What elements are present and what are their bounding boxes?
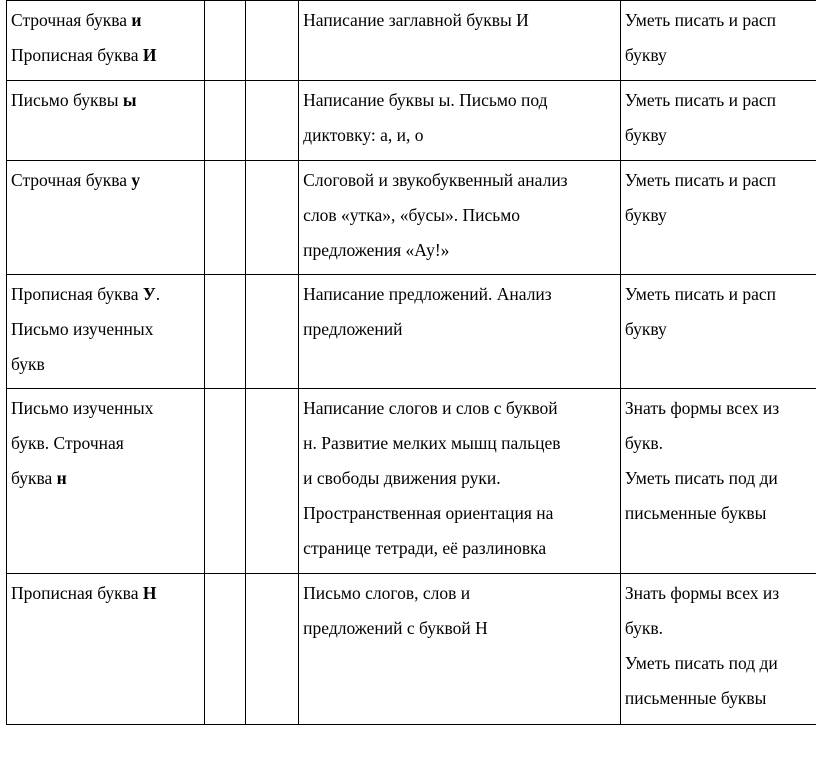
topic-text: буква [11,468,57,488]
content-line: слов «утка», «бусы». Письмо [303,205,521,225]
skills-line: букв. [624,433,664,453]
lesson-plan-table [6,0,816,725]
skills-line: букву [624,125,667,145]
empty-cell [246,574,299,725]
content-line: странице тетради, её разлиновка [303,538,547,558]
content-line: Пространственная ориентация на [303,503,554,523]
empty-cell [204,161,246,275]
topic-letter: и [131,10,142,30]
table-row [7,1,816,81]
empty-cell [246,275,299,389]
topic-line [11,163,200,198]
content-line: предложения «Ау!» [303,240,450,260]
topic-line [11,277,200,312]
skills-line: Знать формы всех из [624,583,780,603]
content-line: н. Развитие мелких мышц пальцев [303,433,561,453]
topic-text: Прописная буква [11,284,143,304]
empty-cell [246,1,299,81]
topic-line: Письмо изученных [11,398,154,418]
skills-line: Уметь писать и расп [624,10,777,30]
topic-cell [7,81,205,161]
skills-line: Уметь писать под ди [624,653,778,673]
skills-line: букву [624,45,667,65]
topic-letter: ы [122,90,137,110]
skills-cell [620,161,816,275]
content-line: и свободы движения руки. [303,468,501,488]
empty-cell [246,81,299,161]
topic-text: Прописная буква [11,583,143,603]
skills-line: Знать формы всех из [624,398,780,418]
empty-cell [204,81,246,161]
topic-cell [7,574,205,725]
table-row [7,389,816,574]
content-line: Написание буквы ы. Письмо под [303,90,548,110]
content-cell [299,161,621,275]
skills-line: Уметь писать под ди [624,468,778,488]
topic-cell [7,275,205,389]
table-row [7,81,816,161]
topic-line: букв [11,354,45,374]
topic-letter: И [142,45,157,65]
topic-letter: н [56,468,67,488]
empty-cell [204,275,246,389]
topic-letter: У [142,284,156,304]
skills-cell [620,574,816,725]
empty-cell [204,1,246,81]
content-line: Написание предложений. Анализ [303,284,552,304]
topic-line: Письмо изученных [11,319,154,339]
content-line: Написание заглавной буквы И [303,10,529,30]
topic-line: букв. Строчная [11,433,124,453]
skills-line: букву [624,319,667,339]
topic-letter: у [131,170,141,190]
skills-cell [620,1,816,81]
content-line: диктовку: а, и, о [303,125,424,145]
content-cell [299,574,621,725]
skills-line: Уметь писать и расп [624,90,777,110]
skills-cell [620,275,816,389]
skills-line: письменные буквы [624,688,767,708]
skills-line: букв. [624,618,664,638]
table-row [7,161,816,275]
topic-cell [7,389,205,574]
content-cell [299,389,621,574]
topic-letter: Н [142,583,157,603]
topic-line [11,461,200,496]
skills-line: Уметь писать и расп [624,284,777,304]
topic-text: Письмо буквы [11,90,123,110]
content-cell [299,275,621,389]
content-line: предложений [303,319,403,339]
empty-cell [204,389,246,574]
topic-cell [7,161,205,275]
skills-line: Уметь писать и расп [624,170,777,190]
skills-cell [620,389,816,574]
topic-line [11,3,200,38]
skills-cell [620,81,816,161]
topic-text: Прописная буква [11,45,143,65]
table-row [7,574,816,725]
topic-line [11,576,200,611]
content-cell [299,81,621,161]
empty-cell [204,574,246,725]
topic-line [11,38,200,73]
topic-punct: . [155,284,161,304]
empty-cell [246,161,299,275]
content-line: Написание слогов и слов с буквой [303,398,558,418]
topic-text: Строчная буква [11,170,132,190]
content-line: Слоговой и звукобуквенный анализ [303,170,568,190]
table-row [7,275,816,389]
topic-line [11,83,200,118]
content-cell [299,1,621,81]
skills-line: письменные буквы [624,503,767,523]
content-line: предложений с буквой Н [303,618,488,638]
content-line: Письмо слогов, слов и [303,583,471,603]
topic-text: Строчная буква [11,10,132,30]
empty-cell [246,389,299,574]
topic-cell [7,1,205,81]
skills-line: букву [624,205,667,225]
